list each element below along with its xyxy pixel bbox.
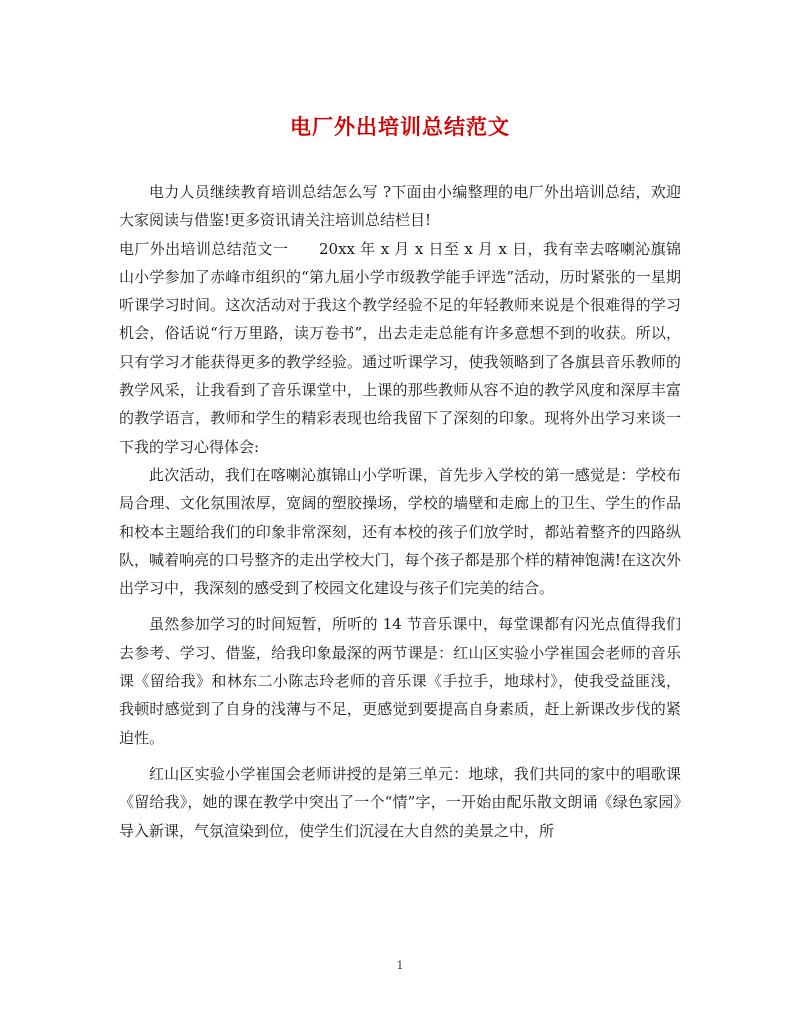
paragraph-school-impression: 此次活动，我们在喀喇沁旗锦山小学听课，首先步入学校的第一感觉是：学校布局合理、文化氛围浓厚，宽阔的塑胶操场，学校的墙壁和走廊上的卫生、学生的作品和校本主题给我们的印象非常深刻，还有本校的孩子们放学时，都站着整齐的四路纵队，喊着响亮的口号整齐的走出学校大门，每个孩子都是那个样的精神饱满!在这次外出学习中，我深刻的感受到了校园文化建设与孩子们完美的结合。 [119,465,681,598]
paragraph-sample-one: 电厂外出培训总结范文一 20xx 年 x 月 x 日至 x 月 x 日，我有幸去喀喇沁旗锦山小学参加了赤峰市组织的“第九届小学市级教学能手评选”活动，历时紧张的一星期听课学习时间。这次活动对于我这个教学经验不足的年轻教师来说是个很难得的学习机会，俗话说“行万里路，读万卷书”，出去走走总能有许多意想不到的收获。所以，只有学习才能获得更多的教学经验。通过听课学习，使我领略到了各旗县音乐教师的教学风采，让我看到了音乐课堂中，上课的那些教师从容不迫的教学风度和深厚丰富的教学语言，教师和学生的精彩表现也给我留下了深刻的印象。现将外出学习来谈一下我的学习心得体会: [119,239,681,456]
paragraph-lesson-detail: 红山区实验小学崔国会老师讲授的是第三单元：地球，我们共同的家中的唱歌课《留给我》，她的课在教学中突出了一个“情”字，一开始由配乐散文朗诵《绿色家园》导入新课，气氛渲染到位，使学生们沉浸在大自然的美景之中，所 [119,764,681,840]
paragraph-intro: 电力人员继续教育培训总结怎么写 ?下面由小编整理的电厂外出培训总结，欢迎大家阅读与借鉴!更多资讯请关注培训总结栏目! [119,183,681,230]
document-body [119,178,681,845]
page-number: 1 [396,959,404,972]
paragraph-lessons: 虽然参加学习的时间短暂，所听的 14 节音乐课中，每堂课都有闪光点值得我们去参考、学习、借鉴，给我印象最深的两节课是：红山区实验小学崔国会老师的音乐课《留给我》和林东二小陈志玲老师的音乐课《手拉手，地球村》，使我受益匪浅，我顿时感觉到了自身的浅薄与不足，更感觉到要提高自身素质，赶上新课改步伐的紧迫性。 [119,615,681,747]
document-title: 电厂外出培训总结范文 [290,114,510,139]
